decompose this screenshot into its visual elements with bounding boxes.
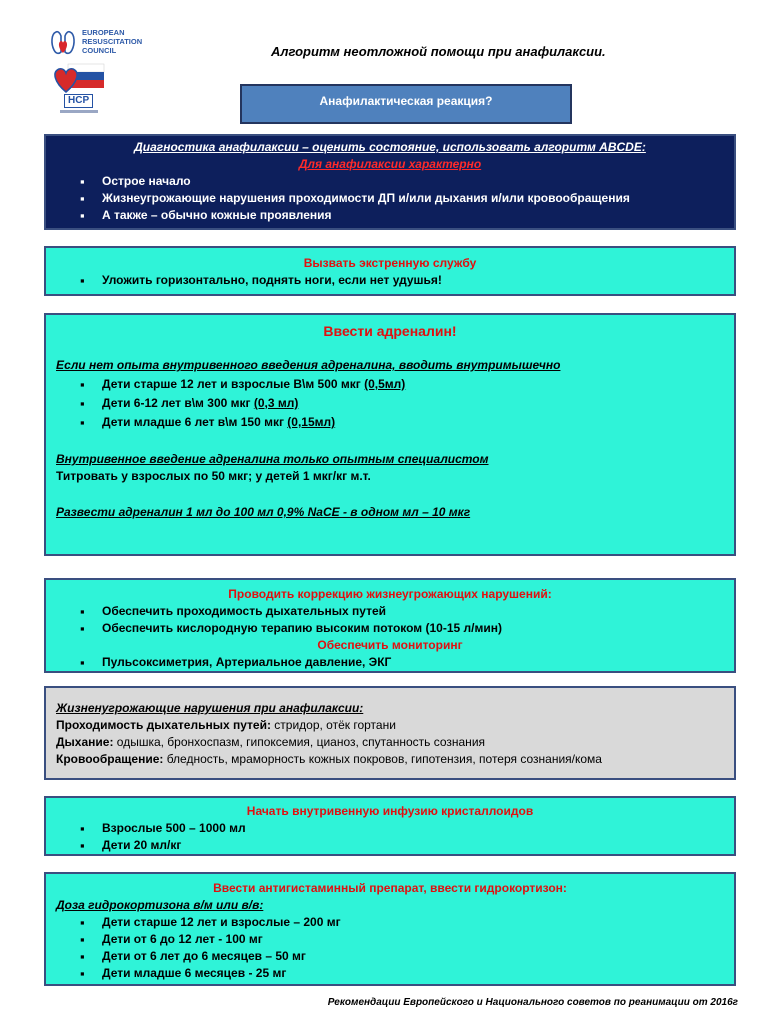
antihistamine-heading: Ввести антигистаминный препарат, ввести гидрокортизон: [213, 881, 567, 895]
ncr-logo-text: НСР [64, 94, 93, 108]
adrenaline-im-heading: Если нет опыта внутривенного введения адреналина, вводить внутримышечно [56, 358, 561, 372]
threat-label: Проходимость дыхательных путей: [56, 718, 271, 732]
list-item: ▪ Взрослые 500 – 1000 мл [46, 820, 734, 837]
list-item [46, 375, 734, 394]
list-item [46, 413, 734, 432]
adrenaline-heading: Ввести адреналин! [323, 323, 457, 339]
list-item: ▪ Жизнеугрожающие нарушения проходимости ДП и/или дыхания и/или кровообращения [46, 190, 734, 207]
antihistamine-box [44, 872, 736, 986]
dose-volume: (0,3 мл) [253, 396, 299, 410]
list-item [46, 394, 734, 413]
ncr-flag-heart-icon [52, 60, 106, 96]
correction-list [46, 603, 734, 637]
list-item: ▪ Уложить горизонтально, поднять ноги, если нет удушья! [46, 272, 734, 289]
dose-description: Дети младше 6 лет в\м 150 мкг [102, 415, 288, 429]
emergency-heading: Вызвать экстренную службу [303, 256, 477, 270]
correction-heading: Проводить коррекцию жизнеугрожающих нарушений: [228, 587, 552, 601]
erc-logo [50, 28, 160, 60]
dose-description: Дети старше 12 лет и взрослые В\м 500 мкг [102, 377, 365, 391]
threat-label: Дыхание: [56, 735, 114, 749]
threat-text: одышка, бронхоспазм, гипоксемия, цианоз, спутанность сознания [113, 735, 486, 749]
correction-box [44, 578, 736, 673]
threat-label: Кровообращение: [56, 752, 164, 766]
list-item: ▪ Дети старше 12 лет и взрослые – 200 мг [46, 914, 734, 931]
erc-heart-lungs-icon [50, 28, 76, 58]
anaphylaxis-question-box [240, 84, 572, 124]
monitoring-heading: Обеспечить мониторинг [317, 638, 463, 652]
threat-row-airway [56, 717, 734, 734]
emergency-list [46, 272, 734, 289]
list-item: ▪ Дети 20 мл/кг [46, 837, 734, 854]
footer-note: Рекомендации Европейского и Национального советов по реанимации от 2016г [327, 997, 738, 1008]
threat-row-circulation [56, 751, 734, 768]
diagnosis-box [44, 134, 736, 230]
list-item: ▪ Дети от 6 лет до 6 месяцев – 50 мг [46, 948, 734, 965]
dose-description: Дети 6-12 лет в\м 300 мкг [102, 396, 254, 410]
diagnosis-heading: Диагностика анафилаксии – оценить состояние, использовать алгоритм ABCDE: [134, 140, 646, 154]
infusion-heading: Начать внутривенную инфузию кристаллоидов [246, 804, 534, 818]
erc-logo-line-1: EUROPEAN [82, 28, 125, 37]
infusion-list [46, 820, 734, 854]
infusion-box [44, 796, 736, 856]
ncr-logo-fineprint [60, 110, 98, 113]
anaphylaxis-question-label: Анафилактическая реакция? [319, 94, 493, 108]
list-item: ▪ А также – обычно кожные проявления [46, 207, 734, 224]
adrenaline-dilution: Развести адреналин 1 мл до 100 мл 0,9% NaCE - в одном мл – 10 мкг [56, 505, 471, 519]
list-item: ▪ Пульсоксиметрия, Артериальное давление, ЭКГ [46, 654, 734, 671]
diagnosis-subheading: Для анафилаксии характерно [298, 157, 482, 171]
erc-logo-line-3: COUNCIL [82, 46, 117, 55]
threats-box [44, 686, 736, 780]
list-item: ▪ Дети младше 6 месяцев - 25 мг [46, 965, 734, 982]
list-item: ▪ Острое начало [46, 173, 734, 190]
adrenaline-box [44, 313, 736, 556]
dose-volume: (0,15мл) [287, 415, 336, 429]
adrenaline-iv-heading: Внутривенное введение адреналина только опытным специалистом [56, 452, 489, 466]
hydrocortisone-dose-heading: Доза гидрокортизона в/м или в/в: [56, 898, 264, 912]
adrenaline-iv-text: Титровать у взрослых по 50 мкг; у детей 1 мкг/кг м.т. [56, 469, 371, 483]
list-item: ▪ Обеспечить кислородную терапию высоким потоком (10-15 л/мин) [46, 620, 734, 637]
hydrocortisone-dose-list [46, 914, 734, 982]
diagnosis-list [46, 173, 734, 224]
threat-text: стридор, отёк гортани [270, 718, 396, 732]
list-item: ▪ Обеспечить проходимость дыхательных путей [46, 603, 734, 620]
adrenaline-im-list [46, 375, 734, 432]
emergency-box [44, 246, 736, 296]
monitoring-list [46, 654, 734, 671]
dose-volume: (0,5мл) [364, 377, 406, 391]
list-item: ▪ Дети от 6 до 12 лет - 100 мг [46, 931, 734, 948]
ncr-logo [52, 60, 106, 116]
erc-logo-line-2: RESUSCITATION [82, 37, 143, 46]
page-title: Алгоритм неотложной помощи при анафилаксии. [271, 44, 606, 59]
threat-text: бледность, мраморность кожных покровов, гипотензия, потеря сознания/кома [163, 752, 602, 766]
threats-heading: Жизненугрожающие нарушения при анафилаксии: [56, 701, 364, 715]
threat-row-breathing [56, 734, 734, 751]
